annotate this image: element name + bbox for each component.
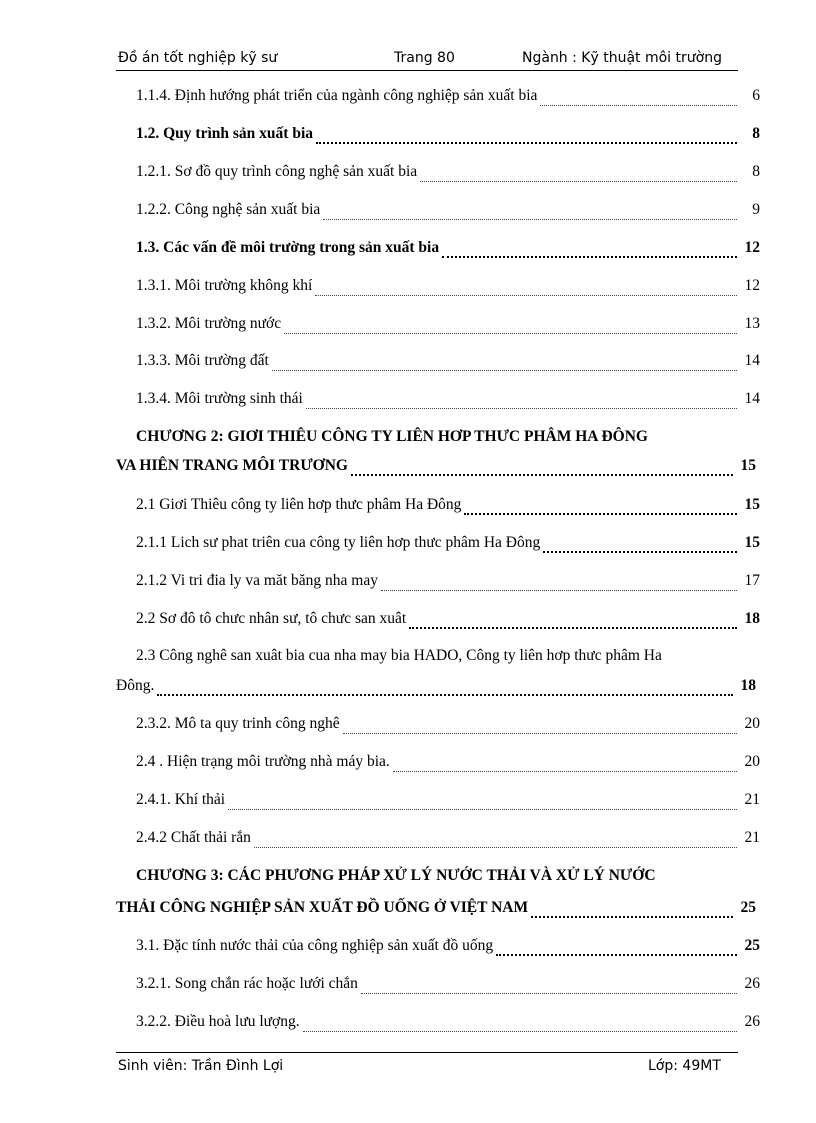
toc-entry[interactable]	[136, 238, 760, 258]
toc-entry-page: 15	[744, 496, 760, 513]
toc-chapter-heading[interactable]: CHƯƠNG 3: CÁC PHƯƠNG PHÁP XỬ LÝ NƯỚC THẢI VÀ XỬ LÝ NƯỚC	[136, 867, 656, 884]
dot-leader	[496, 940, 737, 956]
dot-leader	[228, 795, 737, 810]
toc-entry-page: 12	[744, 277, 760, 294]
dot-leader	[543, 537, 737, 553]
toc-entry-page: 20	[744, 715, 760, 732]
toc-entry-page: 8	[752, 163, 760, 180]
dot-leader	[343, 719, 737, 734]
header-thesis-title: Đồ án tốt nghiệp kỹ sư	[118, 50, 278, 66]
toc-entry[interactable]	[136, 752, 760, 772]
toc-chapter-heading[interactable]: CHƯƠNG 2: GIƠI THIÊU CÔNG TY LIÊN HƠP THƯC PHÂM HA ĐÔNG	[136, 428, 648, 445]
dot-leader	[351, 460, 733, 476]
dot-leader	[381, 576, 737, 591]
dot-leader	[306, 394, 737, 409]
toc-entry[interactable]	[136, 389, 760, 409]
dot-leader	[315, 281, 737, 296]
dot-leader	[409, 613, 737, 629]
toc-entry[interactable]	[136, 974, 760, 994]
dot-leader	[531, 902, 733, 918]
toc-entry-page: 18	[740, 677, 756, 694]
toc-entry[interactable]	[136, 495, 760, 515]
toc-entry-text: THẢI CÔNG NGHIỆP SẢN XUẤT ĐỒ UỐNG Ở VIỆT NAM	[116, 899, 529, 916]
toc-entry-text: 1.3.3. Môi trường đất	[136, 352, 269, 369]
toc-entry[interactable]	[136, 571, 760, 591]
dot-leader	[361, 979, 737, 994]
toc-entry-page: 14	[744, 352, 760, 369]
dot-leader	[303, 1017, 737, 1032]
toc-entry[interactable]	[116, 456, 756, 476]
toc-entry-text: 1.3.4. Môi trường sinh thái	[136, 390, 303, 407]
toc-entry-text: 1.2.2. Công nghệ sản xuất bia	[136, 201, 321, 218]
dot-leader	[464, 499, 737, 515]
dot-leader	[442, 242, 737, 258]
toc-entry-text: 1.3. Các vấn đề môi trường trong sản xuất bia	[136, 239, 440, 256]
toc-entry[interactable]	[136, 200, 760, 220]
toc-entry-page: 15	[740, 457, 756, 474]
toc-entry[interactable]	[136, 828, 760, 848]
toc-entry[interactable]	[116, 676, 756, 696]
toc-entry-text: VA HIÊN TRANG MÔI TRƯƠNG	[116, 457, 348, 474]
header-major: Ngành : Kỹ thuật môi trường	[522, 50, 722, 66]
toc-entry-text: 3.2.1. Song chắn rác hoặc lưới chắn	[136, 975, 358, 992]
toc-entry-text: 1.3.1. Môi trường không khí	[136, 277, 313, 294]
toc-entry[interactable]	[136, 936, 760, 956]
toc-section-heading[interactable]: 2.3 Công nghê san xuât bia cua nha may bia HADO, Công ty liên hơp thưc phâm Ha	[136, 647, 662, 664]
dot-leader	[316, 128, 737, 144]
toc-entry-page: 9	[752, 201, 760, 218]
toc-entry-text: 1.2. Quy trình sản xuất bia	[136, 125, 314, 142]
toc-entry-text: 1.3.2. Môi trường nước	[136, 315, 282, 332]
toc-entry-page: 12	[744, 239, 760, 256]
toc-entry-page: 21	[744, 791, 760, 808]
toc-entry[interactable]	[116, 898, 756, 918]
toc-entry[interactable]	[136, 124, 760, 144]
dot-leader	[540, 91, 737, 106]
toc-entry-text: Đông.	[116, 677, 155, 694]
toc-entry-text: 1.1.4. Định hướng phát triển của ngành công nghiệp sản xuất bia	[136, 87, 538, 104]
toc-entry-text: 2.3.2. Mô ta quy trinh công nghê	[136, 715, 340, 732]
toc-entry-page: 25	[740, 899, 756, 916]
toc-entry-page: 13	[744, 315, 760, 332]
toc-entry-page: 14	[744, 390, 760, 407]
toc-entry-page: 8	[752, 125, 760, 142]
toc-entry-text: 2.1 Giơi Thiêu công ty liên hơp thưc phâm Ha Đông	[136, 496, 462, 513]
toc-entry[interactable]	[136, 86, 760, 106]
dot-leader	[284, 319, 737, 334]
toc-entry-page: 6	[752, 87, 760, 104]
toc-entry[interactable]	[136, 351, 760, 371]
toc-entry[interactable]	[136, 314, 760, 334]
toc-entry[interactable]	[136, 609, 760, 629]
dot-leader	[254, 833, 737, 848]
toc-entry-text: 2.1.1 Lich sư phat triên cua công ty liên hơp thưc phâm Ha Đông	[136, 534, 541, 551]
toc-entry-page: 21	[744, 829, 760, 846]
toc-entry[interactable]	[136, 162, 760, 182]
toc-entry[interactable]	[136, 533, 760, 553]
dot-leader	[272, 356, 737, 371]
toc-entry-text: 2.1.2 Vi tri đia ly va măt băng nha may	[136, 572, 378, 589]
toc-entry[interactable]	[136, 790, 760, 810]
toc-entry-page: 17	[744, 572, 760, 589]
toc-entry-text: 3.1. Đặc tính nước thải của công nghiệp sản xuất đồ uống	[136, 937, 494, 954]
dot-leader	[323, 205, 737, 220]
footer-class: Lớp: 49MT	[648, 1058, 721, 1074]
toc-entry-text: 2.4.1. Khí thải	[136, 791, 226, 808]
toc-entry-page: 18	[744, 610, 760, 627]
header-page-number: Trang 80	[394, 50, 455, 66]
toc-entry-text: 2.4.2 Chất thải rắn	[136, 829, 251, 846]
toc-entry-text: 3.2.2. Điều hoà lưu lượng.	[136, 1013, 300, 1030]
dot-leader	[420, 167, 737, 182]
toc-entry[interactable]	[136, 714, 760, 734]
toc-entry-page: 26	[744, 975, 760, 992]
toc-entry-text: 1.2.1. Sơ đồ quy trình công nghệ sản xuất bia	[136, 163, 418, 180]
toc-entry-page: 25	[744, 937, 760, 954]
toc-entry-page: 15	[744, 534, 760, 551]
toc-entry-text: 2.4 . Hiện trạng môi trường nhà máy bia.	[136, 753, 390, 770]
toc-entry[interactable]	[136, 1012, 760, 1032]
toc-entry-text: 2.2 Sơ đô tô chưc nhân sư, tô chưc san xuât	[136, 610, 407, 627]
toc-entry-page: 26	[744, 1013, 760, 1030]
toc-entry[interactable]	[136, 276, 760, 296]
dot-leader	[157, 680, 733, 696]
page-footer	[116, 1052, 738, 1077]
dot-leader	[393, 757, 737, 772]
toc-entry-page: 20	[744, 753, 760, 770]
footer-student-name: Sinh viên: Trần Đình Lợi	[118, 1058, 284, 1074]
